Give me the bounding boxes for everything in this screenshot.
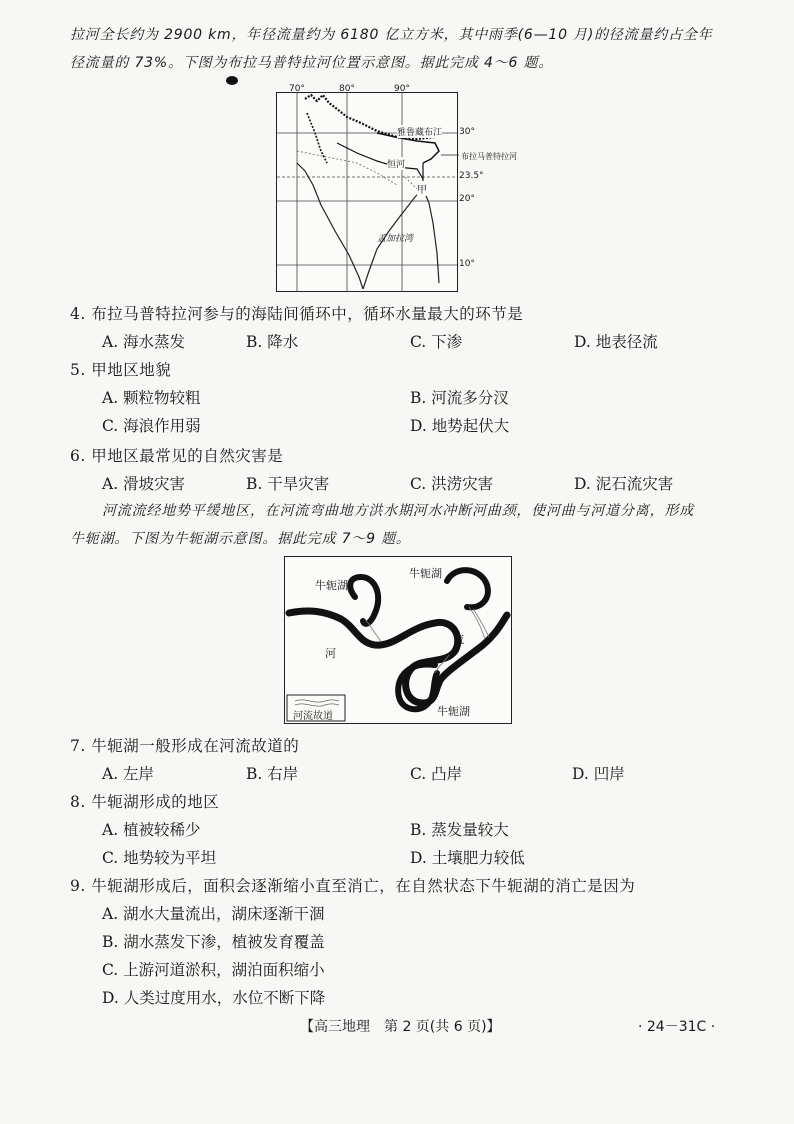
q9-option-b: B. 湖水蒸发下渗，植被发育覆盖	[102, 933, 325, 951]
q7-stem: 7. 牛轭湖一般形成在河流故道的	[70, 737, 300, 755]
brahmaputra-map	[276, 84, 517, 292]
q5-option-b: B. 河流多分汊	[410, 389, 509, 407]
yarlung-label: 雅鲁藏布江	[397, 125, 442, 138]
q6-option-c: C. 洪涝灾害	[410, 475, 494, 493]
q5-stem: 5. 甲地区地貌	[70, 361, 172, 379]
ganges-label: 恒河	[387, 157, 405, 170]
lon-80-label: 80°	[339, 84, 355, 94]
oxbow-lake-label-2: 牛轭湖	[409, 567, 442, 580]
exam-code: · 24－31C ·	[638, 1019, 716, 1035]
map-drawing	[277, 93, 457, 291]
bay-label: 孟加拉湾	[377, 234, 414, 244]
q9-option-c: C. 上游河道淤积，湖泊面积缩小	[102, 961, 325, 979]
page-footer: 【高三地理 第 2 页(共 6 页)】	[300, 1019, 501, 1035]
q8-option-c: C. 地势较为平坦	[102, 849, 217, 867]
q7-option-c: C. 凸岸	[410, 765, 463, 783]
brahmaputra-label: 布拉马普特拉河	[461, 152, 517, 161]
q4-option-a: A. 海水蒸发	[102, 333, 186, 351]
q4-option-b: B. 降水	[246, 333, 299, 351]
lat-20-label: 20°	[459, 194, 475, 204]
q7-option-d: D. 凹岸	[572, 765, 625, 783]
q7-option-b: B. 右岸	[246, 765, 299, 783]
lon-90-label: 90°	[394, 84, 410, 94]
oxbow-diagram	[284, 556, 512, 724]
q8-option-a: A. 植被较稀少	[102, 821, 201, 839]
brahmaputra-pointer	[455, 149, 485, 189]
intro2-line-1: 河流流经地势平缓地区，在河流弯曲地方洪水期河水冲断河曲颈，使河曲与河道分离，形成	[102, 503, 694, 519]
q7-option-a: A. 左岸	[102, 765, 155, 783]
jia-label: 甲	[417, 181, 427, 196]
q9-option-d: D. 人类过度用水，水位不断下降	[102, 989, 326, 1007]
river-label-liu: 流	[453, 633, 464, 646]
river-label-he: 河	[325, 647, 336, 660]
legend-label: 河流故道	[293, 711, 333, 722]
lon-70-label: 70°	[289, 84, 305, 94]
q6-option-b: B. 干旱灾害	[246, 475, 330, 493]
q8-option-d: D. 土壤肥力较低	[410, 849, 525, 867]
q6-option-d: D. 泥石流灾害	[574, 475, 674, 493]
ink-blot	[226, 76, 238, 85]
lat-30-label: 30°	[459, 127, 475, 137]
q4-option-c: C. 下渗	[410, 333, 463, 351]
q4-option-d: D. 地表径流	[574, 333, 658, 351]
q5-option-c: C. 海浪作用弱	[102, 417, 201, 435]
intro2-line-2: 牛轭湖。下图为牛轭湖示意图。据此完成 7～9 题。	[70, 531, 411, 547]
q9-option-a: A. 湖水大量流出，湖床逐渐干涸	[102, 905, 325, 923]
q9-stem: 9. 牛轭湖形成后，面积会逐渐缩小直至消亡，在自然状态下牛轭湖的消亡是因为	[70, 877, 636, 895]
q8-stem: 8. 牛轭湖形成的地区	[70, 793, 220, 811]
q6-option-a: A. 滑坡灾害	[102, 475, 186, 493]
lat-23-5-label: 23.5°	[459, 171, 484, 181]
lat-10-label: 10°	[459, 259, 475, 269]
q8-option-b: B. 蒸发量较大	[410, 821, 509, 839]
intro-line-2: 径流量的 73%。下图为布拉马普特拉河位置示意图。据此完成 4～6 题。	[70, 55, 554, 71]
q5-option-d: D. 地势起伏大	[410, 417, 510, 435]
oxbow-lake-label-3: 牛轭湖	[437, 705, 470, 718]
intro-line-1: 拉河全长约为 2900 km，年径流量约为 6180 亿立方米，其中雨季(6—10 月)的径流量约占全年	[70, 27, 713, 43]
q6-stem: 6. 甲地区最常见的自然灾害是	[70, 447, 284, 465]
q4-stem: 4. 布拉马普特拉河参与的海陆间循环中，循环水量最大的环节是	[70, 305, 524, 323]
q5-option-a: A. 颗粒物较粗	[102, 389, 201, 407]
oxbow-lake-label-1: 牛轭湖	[315, 579, 348, 592]
